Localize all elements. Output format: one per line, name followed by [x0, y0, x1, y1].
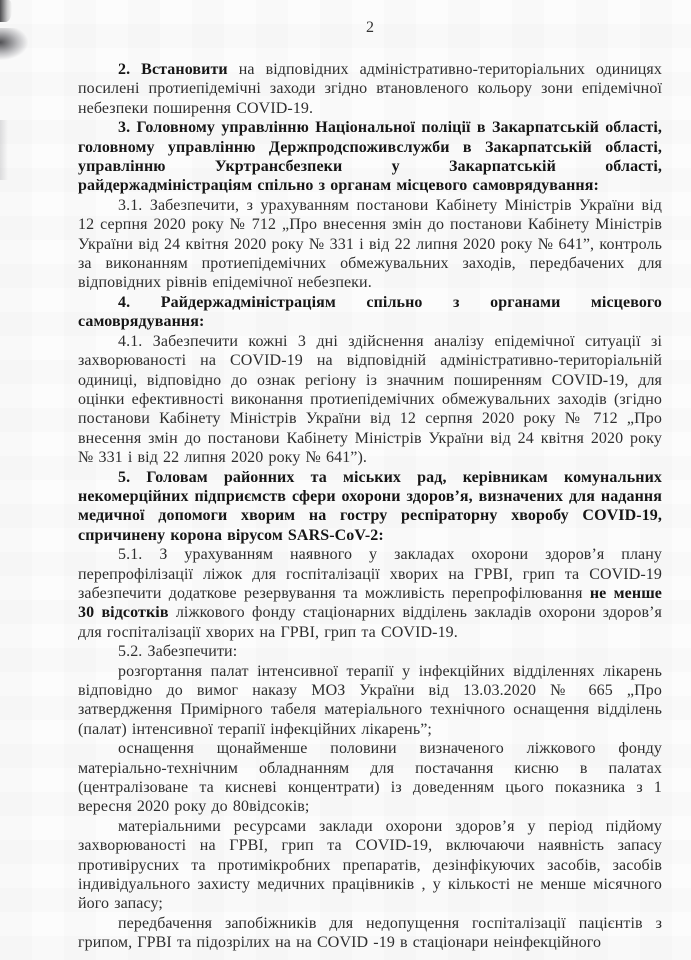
- text-run: розгортання палат інтенсивної терапії у інфекційних відділеннях лікарень відповідно до вимог наказу МОЗ України від 13.03.2020 № 665 „Про затвердження Примірного табеля матеріального технічного оснащення відділень (палат) інтенсивної терапії інфекційних лікарень”;: [78, 662, 662, 738]
- text-run: 5.2. Забезпечити:: [118, 643, 238, 661]
- text-run: 4.1. Забезпечити кожні 3 дні здійснення аналізу епідемічної ситуації зі захворюваності на COVID-19 на відповідній адміністративно-територіальній одиниці, відповідно до ознак регіону із значним поширенням COVID-19, для оцінки ефективності виконання протиепідемічних обмежувальних заходів (згідно постанови Кабінету Міністрів України від 12 серпня 2020 року № 712 „Про внесення змін до постанови Кабінету Міністрів України від 24 квітня 2020 року № 331 і від 22 липня 2020 року № 641”).: [78, 332, 662, 467]
- text-run: оснащення щонайменше половини визначеного ліжкового фонду матеріально-технічним обладнанням для постачання кисню в палатах (централізоване та кисневі концентрати) із доведенням цього показника з 1 вересня 2020 року до 80відсоків;: [78, 740, 662, 816]
- paragraph-item-2: [78, 60, 662, 118]
- paragraph-item-4: [78, 293, 662, 332]
- text-run-bold: 2. Встановити: [118, 61, 239, 78]
- text-run: матеріальними ресурсами заклади охорони здоров’я у період підйому захворюваності на ГРВІ, грип та COVID-19, включаючи наявність запасу противірусних та протимікробних препаратів, дезінфікуючих засобів, засобів індивідуального захисту медичних працівників , у кількості не менше місячного його запасу;: [78, 817, 662, 913]
- paragraph-item-5-2-d: [78, 914, 662, 953]
- text-run-bold: 5. Головам районних та міських рад, керівникам комунальних некомерційних підприємств сфери охорони здоров’я, визначених для надання медичної допомоги хворим на гостру респіраторну хворобу COVID-19, спричинену корона вірусом SARS-CoV-2:: [78, 468, 662, 544]
- paragraph-item-5-2-b: [78, 739, 662, 817]
- text-run-bold: 4. Райдержадміністраціям спільно з органами місцевого самоврядування:: [78, 293, 662, 331]
- text-run: передбачення запобіжників для недопущення госпіталізації пацієнтів з грипом, ГРВІ та підозрілих на на COVID -19 в стаціонари неінфекційного: [78, 914, 662, 952]
- paragraph-item-5-2-a: [78, 662, 662, 740]
- paragraph-item-4-1: [78, 332, 662, 468]
- document-body: [78, 60, 662, 953]
- page-number: 2: [366, 19, 374, 36]
- paragraph-item-3: [78, 118, 662, 196]
- text-run: 5.1. З урахуванням наявного у закладах охорони здоров’я плану перепрофілізації ліжок для госпіталізації хворих на ГРВІ, грип та COVID-19 забезпечити додаткове резервування та можливість перепрофілювання: [78, 546, 662, 602]
- paragraph-item-3-1: [78, 196, 662, 293]
- paragraph-item-5-2-c: [78, 817, 662, 914]
- text-run-bold: не менше 30 відсотків: [78, 584, 662, 622]
- paragraph-item-5: [78, 468, 662, 546]
- text-run-bold: 3. Головному управлінню Національної поліції в Закарпатській області, головному управлінню Держпродспоживслужби в Закарпатській області, управлінню Укртрансбезпеки у Закарпатській області, райдержадміністраціям спільно з органам місцевого самоврядування:: [78, 119, 662, 195]
- text-run: 3.1. Забезпечити, з урахуванням постанови Кабінету Міністрів України від 12 серпня 2020 року № 712 „Про внесення змін до постанови Кабінету Міністрів України від 24 квітня 2020 року № 331 і від 22 липня 2020 року № 641”, контроль за виконанням протиепідемічних обмежувальних заходів, передбачених для відповідних рівнів епідемічної небезпеки.: [78, 196, 662, 292]
- text-run: ліжкового фонду стаціонарних відділень закладів охорони здоров’я для госпіталізації хворих на ГРВІ, грип та COVID-19.: [78, 604, 662, 641]
- paragraph-item-5-1: [78, 545, 662, 642]
- text-run: на відповідних адміністративно-територіальних одиницях посилені протиепідемічні заходи згідно втановленого кольору зони епідемічної небезпеки поширення COVID-19.: [78, 61, 662, 117]
- paragraph-item-5-2: [78, 642, 662, 661]
